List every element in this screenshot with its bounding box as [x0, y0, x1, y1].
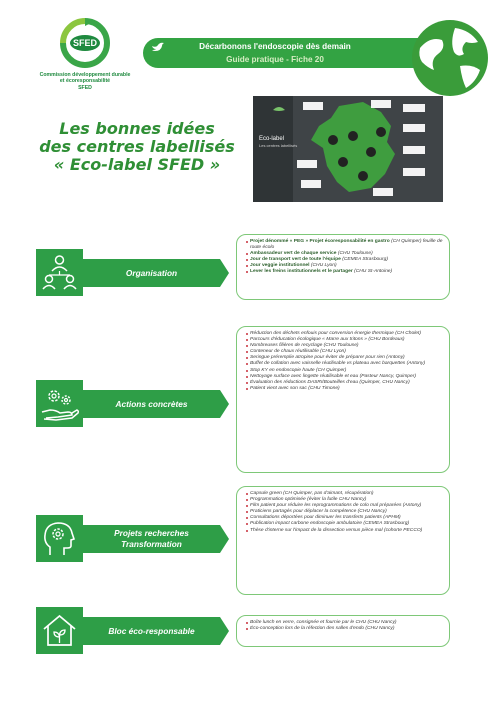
list-item: Nombreuses filières de recyclage (CHU Toulouse): [246, 343, 444, 349]
title-line-3: « Eco-label SFED »: [53, 155, 221, 174]
list-item: Projet dénommé « PEG » Projet écoresponsabilité en gastro (CH Quimper) feuille de route écolo: [246, 239, 444, 251]
panel-bloc: [236, 615, 450, 647]
list-item: Programmation optimisée (éviter la futile CHU Nancy): [246, 497, 444, 503]
list-item: Conteneur de chaux réutilisable (CHU Lyon): [246, 349, 444, 355]
list-item: Parcours d'éducation écologique « Marre aux tritons » (CHU Bordeaux): [246, 337, 444, 343]
list-item: Éco-conception lors de la réfection des salles d'endo (CHU Nancy): [246, 626, 444, 632]
france-map: [253, 96, 443, 202]
logo-text: SFED: [72, 38, 98, 48]
section-label-actions: Actions concrètes: [115, 399, 188, 409]
organization-caption: [30, 72, 140, 91]
list-item: Lever les freins institutionnels et le partager (CHU St-Antoine): [246, 269, 444, 275]
section-label-organisation: Organisation: [125, 268, 178, 278]
list-item: Patient vient avec son sac (CHU Timone): [246, 386, 444, 392]
section-label-projets-line2: Transformation: [121, 539, 182, 549]
title-line-1: Les bonnes idées: [59, 119, 215, 138]
sfed-logo: [55, 18, 115, 68]
list-bloc: [237, 616, 449, 634]
panel-actions: [236, 326, 450, 473]
section-bar-organisation: [83, 259, 220, 287]
list-projets: [237, 487, 449, 536]
arrow-bloc: [220, 617, 229, 645]
head-gear-icon: [36, 515, 83, 562]
list-item: Boîte lunch en verre, consignée et fournie par le CHU (CHU Nancy): [246, 620, 444, 626]
section-bar-projets: [83, 525, 220, 553]
org-line-3: SFED: [78, 84, 92, 91]
list-item: Ambassadeur vert de chaque service (CHU Toulouse): [246, 251, 444, 257]
section-bar-actions: [83, 390, 220, 418]
list-item: Jour veggie institutionnel (CHU Lyon): [246, 263, 444, 269]
eco-house-icon: [36, 607, 83, 654]
list-item: Praticiens partagés pour déplacer la compétence (CHU Nancy): [246, 509, 444, 515]
bird-icon: [151, 42, 165, 53]
section-label-projets-line1: Projets recherches: [114, 528, 189, 538]
section-label-bloc: Bloc éco-responsable: [108, 626, 195, 636]
list-item: Consultations déportées pour diminuer les transferts patients (APHM): [246, 515, 444, 521]
arrow-organisation: [220, 259, 229, 287]
map-caption-1: Eco-label: [259, 136, 285, 142]
banner-title: Décarbonons l'endoscopie dès demain: [199, 42, 351, 51]
org-line-2: et écoresponsabilité: [59, 78, 111, 85]
hand-gears-icon: [36, 380, 83, 427]
map-image: [253, 96, 443, 202]
list-item: Réduction des déchets enfouis pour conversion énergie thermique (CH Cholet): [246, 331, 444, 337]
panel-projets: [236, 486, 450, 595]
list-item: Thèse d'interne sur l'impact de la dissection versus pièce mal (cohorte PECCO): [246, 528, 444, 534]
list-item: Buffet de collation avec vaisselle réutilisable vs plateau avec barquettes (Antony): [246, 361, 444, 367]
panel-organisation: [236, 234, 450, 300]
list-item: Capsule green (CH Quimper, pas d'aimant, récupération): [246, 491, 444, 497]
list-item: Évaluation des réductions DASRI/Bouteilles d'eau (Quimper, CHU Nancy): [246, 380, 444, 386]
section-bar-bloc: [83, 617, 220, 645]
list-item: Nettoyage surface avec lingette réutilisable et eau (Pasteur Nancy, Quimper): [246, 374, 444, 380]
page-title: [22, 120, 252, 174]
list-item: Film patient pour réduire les reprogrammations de colo mal préparées (Antony): [246, 503, 444, 509]
people-network-icon: [36, 249, 83, 296]
list-item: Stop KY en endoscopie haute (CH Quimper): [246, 368, 444, 374]
globe-icon: [410, 18, 490, 98]
org-line-1: Commission développement durable: [39, 72, 131, 78]
banner-subtitle: Guide pratique - Fiche 20: [226, 55, 324, 64]
list-actions: [237, 327, 449, 394]
arrow-actions: [220, 390, 229, 418]
list-item: Publication impact carbone endoscopie ambulatoire (CEMEA Strasbourg): [246, 521, 444, 527]
list-item: Seringue préremplie atropine pour éviter de préparer pour rien (Antony): [246, 355, 444, 361]
map-caption-2: Les centres labellisés: [259, 143, 298, 148]
list-organisation: [237, 235, 449, 277]
list-item: Jour de transport vert de toute l'équipe (CEMEA Strasbourg): [246, 257, 444, 263]
arrow-projets: [220, 525, 229, 553]
title-line-2: des centres labellisés: [39, 137, 235, 156]
